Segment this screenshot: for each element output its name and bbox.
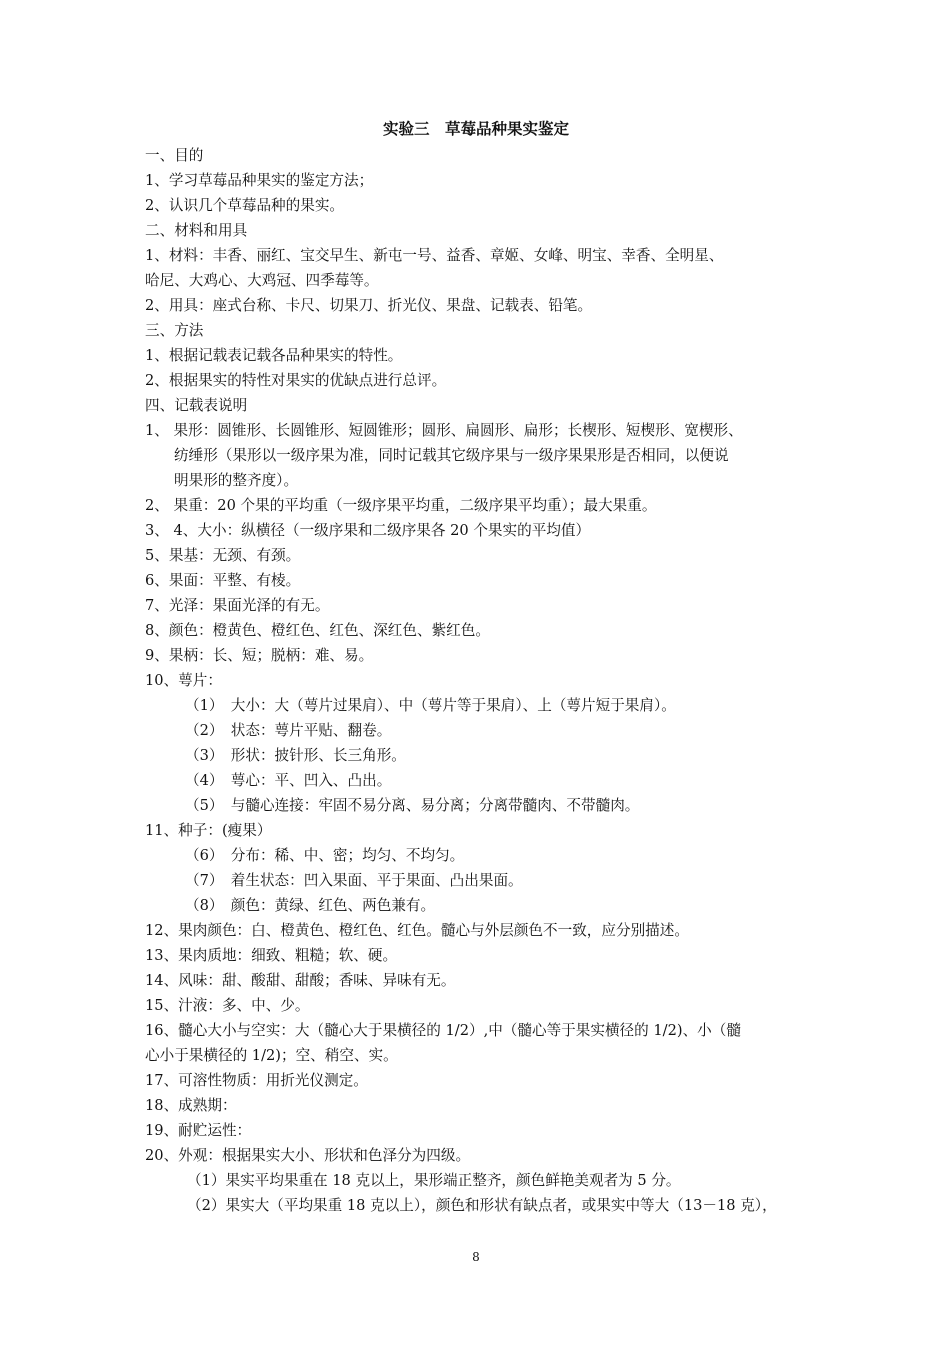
text-line: 7、光泽：果面光泽的有无。 [145, 597, 330, 614]
text-line: 明果形的整齐度）。 [174, 472, 299, 489]
text-line: 2、 果重：20 个果的平均重（一级序果平均重，二级序果平均重）；最大果重。 [145, 497, 657, 514]
text-line: 9、果柄：长、短；脱柄：难、易。 [145, 647, 374, 664]
text-line: 哈尼、大鸡心、大鸡冠、四季莓等。 [145, 272, 379, 289]
text-line: 11、种子：(瘦果） [145, 822, 272, 839]
text-line: 8、颜色：橙黄色、橙红色、红色、深红色、紫红色。 [145, 622, 490, 639]
sub-item: （6） 分布：稀、中、密；均匀、不均匀。 [185, 847, 465, 864]
section-heading-record: 四、记载表说明 [145, 397, 248, 414]
text-line: 2、认识几个草莓品种的果实。 [145, 197, 345, 214]
text-line: 19、耐贮运性： [145, 1122, 252, 1139]
sub-item: （3） 形状：披针形、长三角形。 [185, 747, 406, 764]
text-line: 2、根据果实的特性对果实的优缺点进行总评。 [145, 372, 447, 389]
page-number: 8 [472, 1250, 480, 1264]
section-heading-method: 三、方法 [145, 322, 204, 339]
text-line: 6、果面：平整、有棱。 [145, 572, 301, 589]
sub-item: （1） 大小：大（萼片过果肩）、中（萼片等于果肩）、上（萼片短于果肩）。 [185, 697, 676, 714]
text-line: 心小于果横径的 1/2)；空、稍空、实。 [145, 1047, 398, 1064]
text-line: 1、 果形：圆锥形、长圆锥形、短圆锥形；圆形、扁圆形、扁形；长楔形、短楔形、宽楔形、 [145, 422, 743, 439]
text-line: 18、成熟期： [145, 1097, 237, 1114]
sub-item: （5） 与髓心连接：牢固不易分离、易分离；分离带髓肉、不带髓肉。 [185, 797, 640, 814]
text-line: 17、可溶性物质：用折光仪测定。 [145, 1072, 368, 1089]
sub-item: （8） 颜色：黄绿、红色、两色兼有。 [185, 897, 436, 914]
sub-item: （4） 萼心：平、凹入、凸出。 [185, 772, 392, 789]
page-title: 实验三 草莓品种果实鉴定 [382, 119, 569, 138]
text-line: 10、萼片： [145, 672, 222, 689]
text-line: 1、学习草莓品种果实的鉴定方法； [145, 172, 374, 189]
text-line: 纺缍形（果形以一级序果为准，同时记载其它级序果与一级序果果形是否相同，以便说 [174, 447, 729, 464]
section-heading-materials: 二、材料和用具 [145, 222, 248, 239]
text-line: 1、材料：丰香、丽红、宝交早生、新屯一号、益香、章姬、女峰、明宝、幸香、全明星、 [145, 247, 724, 264]
sub-item: （2）果实大（平均果重 18 克以上），颜色和形状有缺点者，或果实中等大（13－18 克）， [187, 1197, 777, 1214]
text-line: 16、髓心大小与空实：大（髓心大于果横径的 1/2）,中（髓心等于果实横径的 1/2)、小（髓 [145, 1022, 741, 1039]
text-line: 1、根据记载表记载各品种果实的特性。 [145, 347, 403, 364]
text-line: 5、果基：无颈、有颈。 [145, 547, 301, 564]
section-heading-purpose: 一、目的 [145, 147, 204, 164]
text-line: 12、果肉颜色：白、橙黄色、橙红色、红色。髓心与外层颜色不一致，应分别描述。 [145, 922, 689, 939]
sub-item: （1）果实平均果重在 18 克以上，果形端正整齐，颜色鲜艳美观者为 5 分。 [187, 1172, 681, 1189]
sub-item: （7） 着生状态：凹入果面、平于果面、凸出果面。 [185, 872, 523, 889]
text-line: 2、用具：座式台称、卡尺、切果刀、折光仪、果盘、记载表、铅笔。 [145, 297, 593, 314]
sub-item: （2） 状态：萼片平贴、翻卷。 [185, 722, 392, 739]
text-line: 14、风味：甜、酸甜、甜酸；香味、异味有无。 [145, 972, 456, 989]
text-line: 3、 4、大小：纵横径（一级序果和二级序果各 20 个果实的平均值） [145, 522, 591, 539]
text-line: 13、果肉质地：细致、粗糙；软、硬。 [145, 947, 398, 964]
text-line: 20、外观：根据果实大小、形状和色泽分为四级。 [145, 1147, 471, 1164]
text-line: 15、汁液：多、中、少。 [145, 997, 310, 1014]
